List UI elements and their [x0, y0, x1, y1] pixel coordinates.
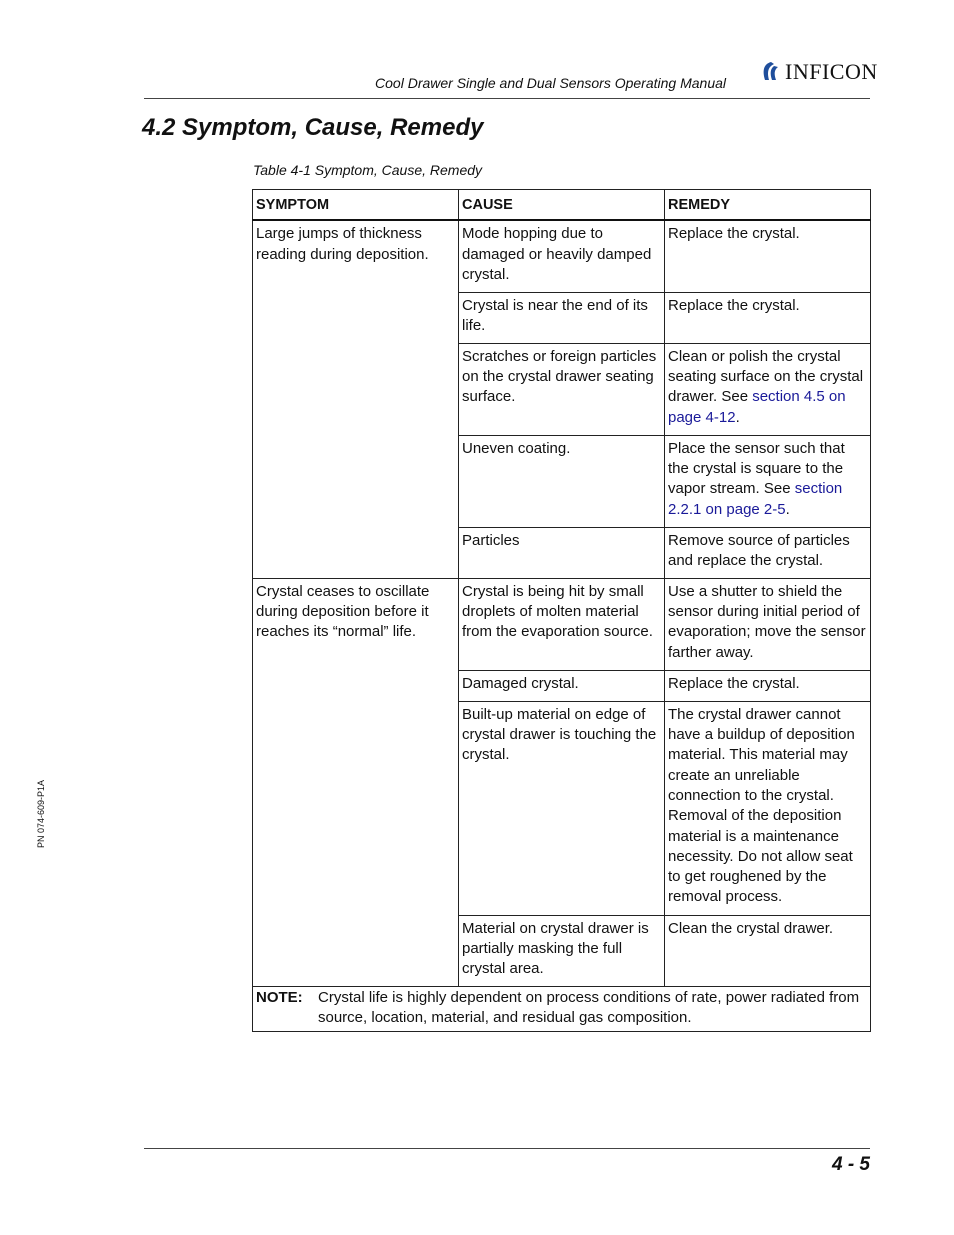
- part-number-label: PN 074-609-P1A: [36, 779, 46, 848]
- remedy-cell: Replace the crystal.: [665, 220, 871, 292]
- cause-cell: Crystal is near the end of its life.: [459, 292, 665, 343]
- manual-title: Cool Drawer Single and Dual Sensors Operating Manual: [375, 75, 726, 91]
- cause-cell: Mode hopping due to damaged or heavily damped crystal.: [459, 220, 665, 292]
- header-rule: [144, 98, 870, 99]
- inficon-logo: [760, 58, 878, 86]
- symptom-cell: Crystal ceases to oscillate during deposition before it reaches its “normal” life.: [253, 578, 459, 986]
- section-link[interactable]: section 4.5 on page 4-12: [668, 388, 846, 426]
- table-row: [253, 578, 871, 670]
- cause-cell: Particles: [459, 527, 665, 578]
- remedy-cell: Replace the crystal.: [665, 292, 871, 343]
- section-link[interactable]: section 2.2.1 on page 2-5: [668, 480, 843, 518]
- remedy-text: Place the sensor such that the crystal is square to the vapor stream. See: [668, 439, 845, 498]
- logo-text: INFICON: [785, 59, 878, 84]
- note-cell: [253, 986, 871, 1032]
- column-header-remedy: REMEDY: [665, 190, 871, 221]
- cause-cell: Scratches or foreign particles on the crystal drawer seating surface.: [459, 343, 665, 435]
- cause-cell: Crystal is being hit by small droplets of molten material from the evaporation source.: [459, 578, 665, 670]
- symptom-cell: Large jumps of thickness reading during deposition.: [253, 220, 459, 578]
- remedy-cell: Remove source of particles and replace the crystal.: [665, 527, 871, 578]
- table-header-row: [253, 190, 871, 221]
- note-label: NOTE:: [256, 988, 303, 1006]
- remedy-cell: Replace the crystal.: [665, 670, 871, 701]
- cause-cell: Uneven coating.: [459, 435, 665, 527]
- remedy-cell: The crystal drawer cannot have a buildup of deposition material. This material may create an unreliable connection to the crystal. Removal of the deposition material is a maintenance necessity. Do not allow seat to get roughened by the removal process.: [665, 701, 871, 915]
- column-header-symptom: SYMPTOM: [253, 190, 459, 221]
- section-heading: 4.2 Symptom, Cause, Remedy: [142, 114, 484, 141]
- remedy-cell: Clean the crystal drawer.: [665, 915, 871, 986]
- cause-cell: Damaged crystal.: [459, 670, 665, 701]
- remedy-cell: Use a shutter to shield the sensor during initial period of evaporation; move the sensor farther away.: [665, 578, 871, 670]
- footer-rule: [144, 1148, 870, 1149]
- cause-cell: Built-up material on edge of crystal drawer is touching the crystal.: [459, 701, 665, 915]
- remedy-suffix: .: [735, 408, 740, 426]
- table-caption: Table 4-1 Symptom, Cause, Remedy: [253, 162, 483, 178]
- column-header-cause: CAUSE: [459, 190, 665, 221]
- note-text: Crystal life is highly dependent on process conditions of rate, power radiated from source, location, material, and residual gas composition.: [318, 988, 860, 1027]
- note-row: [253, 986, 871, 1032]
- table-row: [253, 220, 871, 292]
- inficon-logo-icon: [760, 60, 782, 84]
- remedy-cell: [665, 435, 871, 527]
- cause-cell: Material on crystal drawer is partially masking the full crystal area.: [459, 915, 665, 986]
- remedy-suffix: .: [785, 500, 790, 518]
- remedy-cell: [665, 343, 871, 435]
- remedy-text: Clean or polish the crystal seating surface on the crystal drawer. See: [668, 347, 864, 406]
- symptom-cause-remedy-table: [252, 189, 871, 1032]
- page-number: 4 - 5: [831, 1154, 870, 1175]
